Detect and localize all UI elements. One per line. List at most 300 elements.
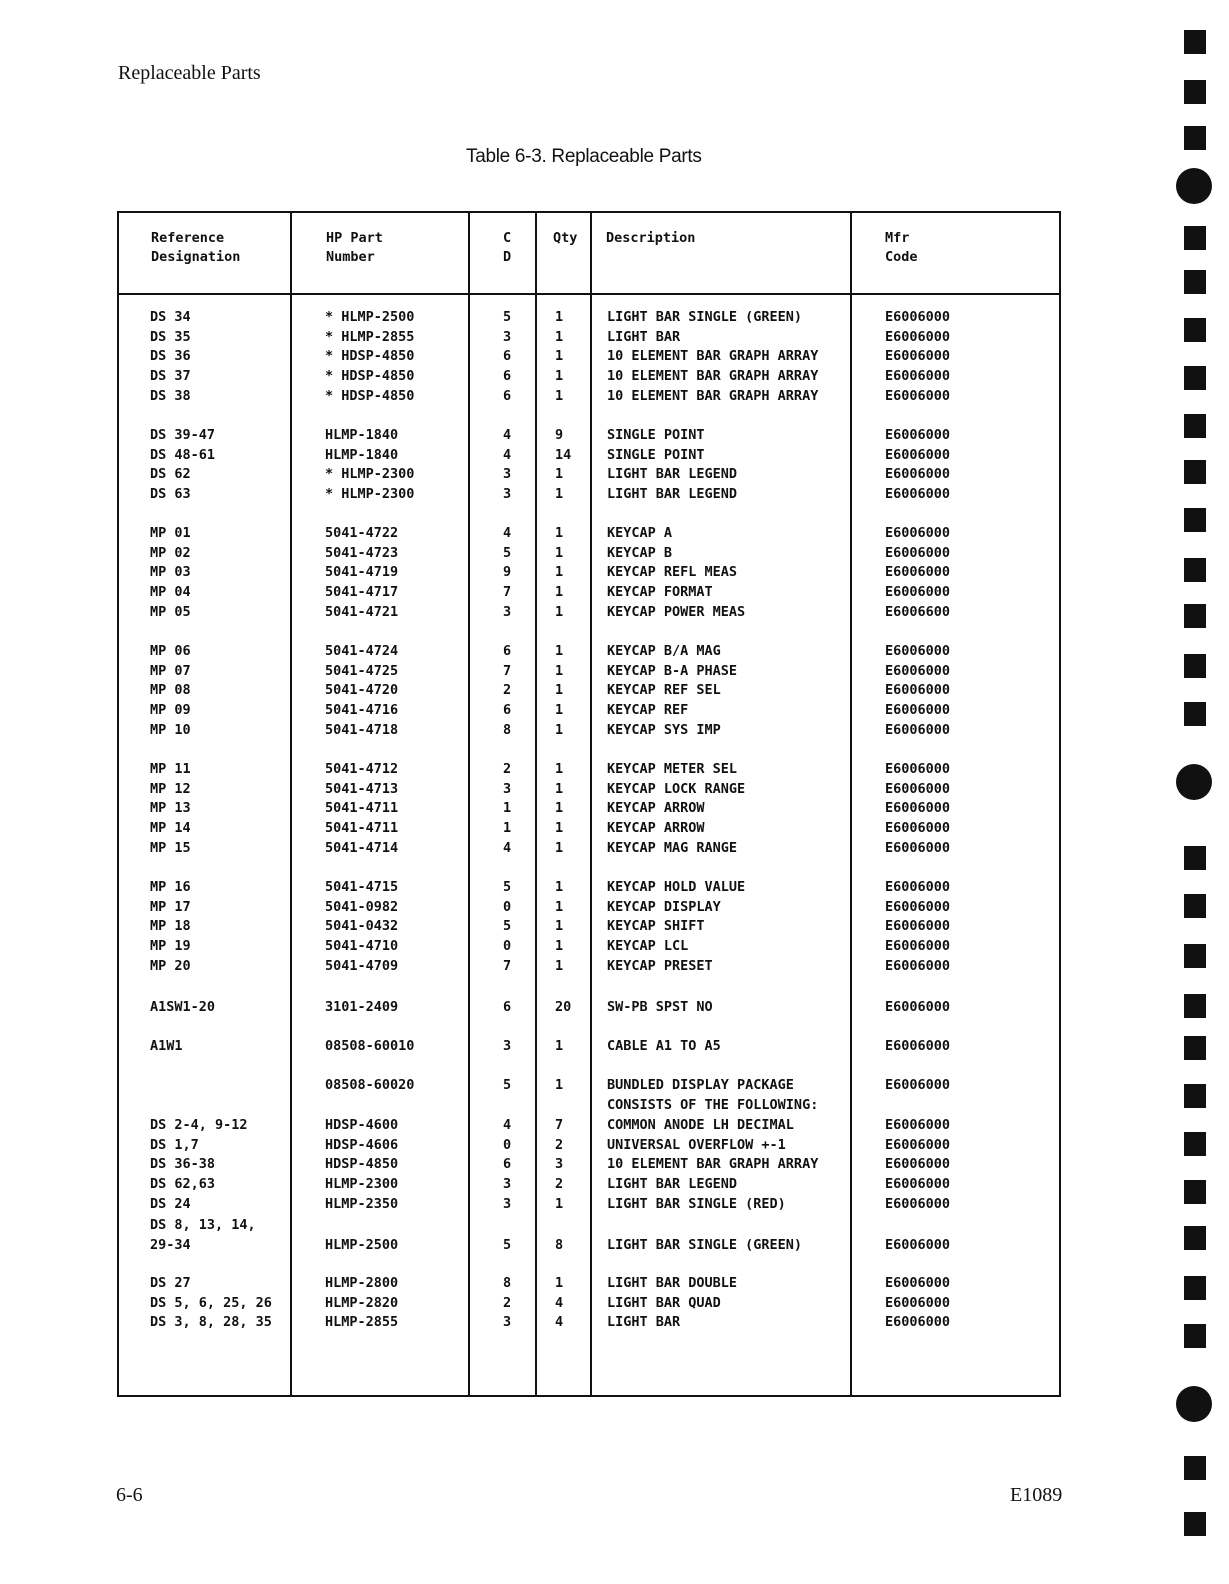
cell-mfr: E6006000 xyxy=(885,682,951,699)
cell-cd: 0 xyxy=(503,938,512,955)
table-row xyxy=(119,760,1059,780)
binder-mark xyxy=(1184,126,1206,150)
cell-desc: SINGLE POINT xyxy=(607,427,705,443)
cell-desc: COMMON ANODE LH DECIMAL xyxy=(607,1117,794,1133)
cell-part: 5041-4722 xyxy=(325,525,399,541)
table-caption: Table 6-3. Replaceable Parts xyxy=(466,146,702,167)
table-row xyxy=(119,642,1059,662)
table-row xyxy=(119,367,1059,387)
cell-part: 5041-4712 xyxy=(325,761,399,777)
cell-part: HLMP-1840 xyxy=(325,427,399,443)
cell-part: HDSP-4850 xyxy=(325,1156,399,1173)
cell-ref: MP 07 xyxy=(150,662,191,679)
cell-desc: CABLE A1 TO A5 xyxy=(607,1038,721,1054)
table-row xyxy=(119,1313,1059,1333)
cell-qty: 7 xyxy=(555,1117,564,1133)
table-row xyxy=(119,1294,1059,1314)
column-header-description: Description xyxy=(606,230,696,246)
cell-part: 08508-60010 xyxy=(325,1038,415,1054)
cell-mfr: E6006000 xyxy=(885,780,951,797)
cell-desc: KEYCAP SHIFT xyxy=(607,918,705,935)
binder-mark xyxy=(1184,1036,1206,1060)
binder-mark xyxy=(1184,1132,1206,1156)
cell-mfr: E6006000 xyxy=(885,1314,951,1331)
cell-desc: KEYCAP FORMAT xyxy=(607,584,713,601)
cell-ref: DS 5, 6, 25, 26 xyxy=(150,1294,272,1311)
binder-mark xyxy=(1184,1226,1206,1250)
cell-desc: KEYCAP METER SEL xyxy=(607,761,738,777)
cell-ref: MP 11 xyxy=(150,761,191,777)
cell-qty: 14 xyxy=(555,446,572,463)
cell-mfr: E6006000 xyxy=(885,1294,951,1311)
cell-desc: KEYCAP B/A MAG xyxy=(607,643,721,659)
cell-qty: 4 xyxy=(555,1294,564,1311)
binder-mark xyxy=(1184,226,1206,250)
cell-qty: 1 xyxy=(555,466,564,483)
cell-cd: 9 xyxy=(503,564,512,581)
cell-cd: 5 xyxy=(503,309,512,325)
cell-qty: 1 xyxy=(555,938,564,955)
cell-desc: KEYCAP SYS IMP xyxy=(607,721,721,738)
binder-mark xyxy=(1184,1512,1206,1536)
cell-ref: MP 20 xyxy=(150,957,191,974)
cell-part: 5041-4711 xyxy=(325,820,399,837)
cell-mfr: E6006000 xyxy=(885,761,951,777)
table-row xyxy=(119,485,1059,505)
table-row xyxy=(119,465,1059,485)
cell-part: 5041-4724 xyxy=(325,643,399,659)
cell-ref: DS 36 xyxy=(150,348,191,365)
cell-mfr: E6006000 xyxy=(885,721,951,738)
cell-desc: KEYCAP REF SEL xyxy=(607,682,721,699)
cell-qty: 20 xyxy=(555,999,572,1015)
cell-cd: 5 xyxy=(503,918,512,935)
cell-part: HLMP-2820 xyxy=(325,1294,399,1311)
cell-cd: 4 xyxy=(503,446,512,463)
cell-desc: KEYCAP MAG RANGE xyxy=(607,839,738,856)
cell-qty: 1 xyxy=(555,721,564,738)
cell-part: HLMP-2350 xyxy=(325,1195,399,1212)
cell-mfr: E6006000 xyxy=(885,662,951,679)
cell-part: 5041-0432 xyxy=(325,918,399,935)
cell-ref: DS 1,7 xyxy=(150,1136,199,1153)
cell-qty: 1 xyxy=(555,544,564,561)
cell-cd: 6 xyxy=(503,368,512,385)
table-row xyxy=(119,426,1059,446)
cell-part: HLMP-2855 xyxy=(325,1314,399,1331)
cell-ref: MP 12 xyxy=(150,780,191,797)
table-row xyxy=(119,662,1059,682)
cell-qty: 1 xyxy=(555,368,564,385)
cell-mfr: E6006000 xyxy=(885,309,951,325)
cell-qty: 1 xyxy=(555,1195,564,1212)
table-row xyxy=(119,563,1059,583)
cell-mfr: E6006000 xyxy=(885,1038,951,1054)
cell-mfr: E6006000 xyxy=(885,918,951,935)
table-row xyxy=(119,839,1059,859)
cell-mfr: E6006000 xyxy=(885,387,951,404)
cell-qty: 1 xyxy=(555,309,564,325)
cell-cd: 0 xyxy=(503,898,512,915)
cell-qty: 1 xyxy=(555,525,564,541)
cell-desc: KEYCAP ARROW xyxy=(607,820,705,837)
column-header-cd: C D xyxy=(503,230,512,265)
table-row xyxy=(119,917,1059,937)
column-header-mfr-code: Mfr Code xyxy=(885,230,918,265)
cell-part: HLMP-2500 xyxy=(325,1236,399,1253)
cell-desc: KEYCAP A xyxy=(607,525,673,541)
table-row xyxy=(119,1274,1059,1294)
cell-desc: LIGHT BAR LEGEND xyxy=(607,466,738,483)
cell-part: 3101-2409 xyxy=(325,999,399,1015)
binder-mark xyxy=(1184,604,1206,628)
cell-mfr: E6006000 xyxy=(885,368,951,385)
cell-mfr: E6006000 xyxy=(885,486,951,503)
table-row xyxy=(119,898,1059,918)
table-row xyxy=(119,878,1059,898)
cell-cd: 2 xyxy=(503,1294,512,1311)
cell-part: HDSP-4606 xyxy=(325,1136,399,1153)
cell-ref: DS 48-61 xyxy=(150,446,216,463)
cell-desc: BUNDLED DISPLAY PACKAGE xyxy=(607,1077,794,1093)
cell-ref: DS 3, 8, 28, 35 xyxy=(150,1314,272,1331)
table-row xyxy=(119,799,1059,819)
cell-qty: 1 xyxy=(555,1275,564,1291)
table-row xyxy=(119,780,1059,800)
column-header-qty: Qty xyxy=(553,230,578,246)
cell-mfr: E6006000 xyxy=(885,427,951,443)
cell-ref: DS 63 xyxy=(150,486,191,503)
cell-desc: KEYCAP DISPLAY xyxy=(607,898,721,915)
binder-mark xyxy=(1184,846,1206,870)
cell-desc: UNIVERSAL OVERFLOW +-1 xyxy=(607,1136,786,1153)
document-id: E1089 xyxy=(1010,1484,1063,1506)
table-row xyxy=(119,347,1059,367)
table-row xyxy=(119,1175,1059,1195)
cell-qty: 1 xyxy=(555,643,564,659)
cell-qty: 1 xyxy=(555,1077,564,1093)
binder-mark xyxy=(1184,366,1206,390)
binder-mark xyxy=(1184,270,1206,294)
cell-ref: A1SW1-20 xyxy=(150,999,216,1015)
cell-desc: KEYCAP ARROW xyxy=(607,800,705,817)
cell-ref: MP 10 xyxy=(150,721,191,738)
cell-part: 5041-4716 xyxy=(325,702,399,719)
cell-cd: 6 xyxy=(503,387,512,404)
cell-qty: 1 xyxy=(555,702,564,719)
cell-cd: 3 xyxy=(503,780,512,797)
cell-mfr: E6006000 xyxy=(885,938,951,955)
cell-desc: CONSISTS OF THE FOLLOWING: xyxy=(607,1097,819,1113)
cell-qty: 1 xyxy=(555,800,564,817)
cell-mfr: E6006000 xyxy=(885,1156,951,1173)
cell-ref: DS 35 xyxy=(150,328,191,345)
cell-cd: 2 xyxy=(503,761,512,777)
cell-desc: KEYCAP REFL MEAS xyxy=(607,564,738,581)
cell-cd: 4 xyxy=(503,525,512,541)
cell-cd: 4 xyxy=(503,427,512,443)
cell-desc: LIGHT BAR SINGLE (GREEN) xyxy=(607,309,803,325)
cell-part: * HDSP-4850 xyxy=(325,387,415,404)
cell-ref: MP 08 xyxy=(150,682,191,699)
cell-part: HLMP-2300 xyxy=(325,1176,399,1193)
cell-mfr: E6006000 xyxy=(885,348,951,365)
cell-part: HDSP-4600 xyxy=(325,1117,399,1133)
binder-mark xyxy=(1184,460,1206,484)
binder-mark xyxy=(1184,1084,1206,1108)
cell-part: 5041-4709 xyxy=(325,957,399,974)
cell-cd: 7 xyxy=(503,662,512,679)
cell-part: * HDSP-4850 xyxy=(325,368,415,385)
table-row xyxy=(119,957,1059,977)
cell-mfr: E6006000 xyxy=(885,328,951,345)
cell-cd: 3 xyxy=(503,1195,512,1212)
cell-qty: 1 xyxy=(555,348,564,365)
cell-cd: 3 xyxy=(503,466,512,483)
cell-ref: MP 14 xyxy=(150,820,191,837)
binder-hole xyxy=(1176,168,1212,204)
cell-desc: LIGHT BAR SINGLE (GREEN) xyxy=(607,1236,803,1253)
binder-hole xyxy=(1176,764,1212,800)
cell-mfr: E6006000 xyxy=(885,1136,951,1153)
cell-mfr: E6006000 xyxy=(885,525,951,541)
cell-qty: 1 xyxy=(555,898,564,915)
table-row xyxy=(119,819,1059,839)
cell-mfr: E6006000 xyxy=(885,544,951,561)
cell-desc: LIGHT BAR LEGEND xyxy=(607,1176,738,1193)
cell-part: 5041-4714 xyxy=(325,839,399,856)
cell-desc: LIGHT BAR LEGEND xyxy=(607,486,738,503)
cell-mfr: E6006000 xyxy=(885,584,951,601)
table-row xyxy=(119,1236,1059,1256)
table-row xyxy=(119,1216,1059,1236)
cell-cd: 5 xyxy=(503,1077,512,1093)
cell-part: 5041-4721 xyxy=(325,603,399,620)
cell-ref: MP 19 xyxy=(150,938,191,955)
binder-mark xyxy=(1184,414,1206,438)
cell-mfr: E6006000 xyxy=(885,1117,951,1133)
cell-ref: DS 34 xyxy=(150,309,191,325)
cell-mfr: E6006600 xyxy=(885,603,951,620)
cell-qty: 1 xyxy=(555,603,564,620)
binder-mark xyxy=(1184,508,1206,532)
table-row xyxy=(119,446,1059,466)
table-row xyxy=(119,524,1059,544)
cell-part: * HLMP-2855 xyxy=(325,328,415,345)
cell-qty: 1 xyxy=(555,564,564,581)
cell-qty: 1 xyxy=(555,780,564,797)
cell-ref: DS 27 xyxy=(150,1275,191,1291)
cell-mfr: E6006000 xyxy=(885,999,951,1015)
binder-mark xyxy=(1184,1276,1206,1300)
parts-table xyxy=(117,211,1061,1397)
cell-part: 5041-4720 xyxy=(325,682,399,699)
cell-qty: 4 xyxy=(555,1314,564,1331)
cell-qty: 1 xyxy=(555,328,564,345)
cell-ref: DS 2-4, 9-12 xyxy=(150,1117,248,1133)
cell-ref: A1W1 xyxy=(150,1038,183,1054)
cell-cd: 6 xyxy=(503,643,512,659)
cell-part: * HLMP-2500 xyxy=(325,309,415,325)
cell-mfr: E6006000 xyxy=(885,1176,951,1193)
cell-desc: KEYCAP B-A PHASE xyxy=(607,662,738,679)
binder-mark xyxy=(1184,1180,1206,1204)
cell-ref: MP 04 xyxy=(150,584,191,601)
cell-part: 5041-4725 xyxy=(325,662,399,679)
cell-ref: MP 17 xyxy=(150,898,191,915)
cell-cd: 3 xyxy=(503,1314,512,1331)
cell-part: 08508-60020 xyxy=(325,1077,415,1093)
header-divider xyxy=(119,293,1059,295)
table-row xyxy=(119,328,1059,348)
binder-mark xyxy=(1184,558,1206,582)
table-row xyxy=(119,603,1059,623)
cell-cd: 7 xyxy=(503,584,512,601)
cell-cd: 4 xyxy=(503,839,512,856)
table-row xyxy=(119,1195,1059,1215)
cell-qty: 3 xyxy=(555,1156,564,1173)
cell-part: 5041-4718 xyxy=(325,721,399,738)
cell-ref: DS 37 xyxy=(150,368,191,385)
cell-desc: LIGHT BAR xyxy=(607,328,681,345)
cell-part: * HDSP-4850 xyxy=(325,348,415,365)
column-header-part-number: HP Part Number xyxy=(326,230,383,265)
cell-cd: 6 xyxy=(503,1156,512,1173)
binder-mark xyxy=(1184,80,1206,104)
cell-ref: MP 06 xyxy=(150,643,191,659)
cell-mfr: E6006000 xyxy=(885,564,951,581)
cell-cd: 6 xyxy=(503,348,512,365)
binding-marks xyxy=(1176,0,1226,1584)
cell-desc: LIGHT BAR SINGLE (RED) xyxy=(607,1195,786,1212)
cell-mfr: E6006000 xyxy=(885,898,951,915)
cell-ref: DS 24 xyxy=(150,1195,191,1212)
cell-ref: MP 13 xyxy=(150,800,191,817)
cell-desc: KEYCAP REF xyxy=(607,702,689,719)
cell-cd: 6 xyxy=(503,999,512,1015)
cell-qty: 1 xyxy=(555,918,564,935)
binder-mark xyxy=(1184,994,1206,1018)
cell-ref: MP 05 xyxy=(150,603,191,620)
cell-part: HLMP-2800 xyxy=(325,1275,399,1291)
table-row xyxy=(119,1096,1059,1116)
cell-mfr: E6006000 xyxy=(885,800,951,817)
table-row xyxy=(119,721,1059,741)
cell-cd: 4 xyxy=(503,1117,512,1133)
binder-mark xyxy=(1184,1324,1206,1348)
cell-cd: 5 xyxy=(503,544,512,561)
table-row xyxy=(119,1155,1059,1175)
cell-ref: MP 01 xyxy=(150,525,191,541)
cell-part: 5041-4717 xyxy=(325,584,399,601)
table-row xyxy=(119,544,1059,564)
cell-mfr: E6006000 xyxy=(885,1236,951,1253)
cell-desc: 10 ELEMENT BAR GRAPH ARRAY xyxy=(607,348,819,365)
header-title: Replaceable Parts xyxy=(118,62,261,84)
cell-part: 5041-4719 xyxy=(325,564,399,581)
cell-cd: 3 xyxy=(503,1038,512,1054)
cell-cd: 0 xyxy=(503,1136,512,1153)
binder-mark xyxy=(1184,318,1206,342)
binder-mark xyxy=(1184,944,1206,968)
cell-desc: 10 ELEMENT BAR GRAPH ARRAY xyxy=(607,368,819,385)
cell-desc: KEYCAP PRESET xyxy=(607,957,713,974)
cell-desc: 10 ELEMENT BAR GRAPH ARRAY xyxy=(607,1156,819,1173)
cell-mfr: E6006000 xyxy=(885,702,951,719)
cell-cd: 3 xyxy=(503,603,512,620)
cell-desc: SW-PB SPST NO xyxy=(607,999,713,1015)
cell-cd: 3 xyxy=(503,1176,512,1193)
table-row xyxy=(119,1076,1059,1096)
binder-mark xyxy=(1184,654,1206,678)
binder-mark xyxy=(1184,894,1206,918)
cell-desc: KEYCAP B xyxy=(607,544,673,561)
cell-part: * HLMP-2300 xyxy=(325,466,415,483)
cell-ref: DS 39-47 xyxy=(150,427,216,443)
cell-mfr: E6006000 xyxy=(885,957,951,974)
cell-ref: MP 03 xyxy=(150,564,191,581)
cell-ref: MP 18 xyxy=(150,918,191,935)
cell-desc: KEYCAP LCL xyxy=(607,938,689,955)
cell-cd: 7 xyxy=(503,957,512,974)
cell-qty: 1 xyxy=(555,584,564,601)
cell-ref: MP 16 xyxy=(150,879,191,895)
table-row xyxy=(119,681,1059,701)
cell-desc: 10 ELEMENT BAR GRAPH ARRAY xyxy=(607,387,819,404)
cell-qty: 1 xyxy=(555,820,564,837)
cell-cd: 1 xyxy=(503,820,512,837)
cell-ref: MP 09 xyxy=(150,702,191,719)
cell-mfr: E6006000 xyxy=(885,643,951,659)
cell-cd: 8 xyxy=(503,721,512,738)
cell-qty: 2 xyxy=(555,1136,564,1153)
cell-mfr: E6006000 xyxy=(885,466,951,483)
cell-qty: 1 xyxy=(555,1038,564,1054)
cell-part: 5041-4715 xyxy=(325,879,399,895)
cell-ref: DS 38 xyxy=(150,387,191,404)
table-row xyxy=(119,998,1059,1018)
cell-mfr: E6006000 xyxy=(885,1275,951,1291)
cell-part: 5041-0982 xyxy=(325,898,399,915)
cell-part: HLMP-1840 xyxy=(325,446,399,463)
cell-part: 5041-4713 xyxy=(325,780,399,797)
cell-cd: 3 xyxy=(503,328,512,345)
cell-qty: 1 xyxy=(555,761,564,777)
cell-cd: 5 xyxy=(503,879,512,895)
binder-mark xyxy=(1184,1456,1206,1480)
cell-part: 5041-4710 xyxy=(325,938,399,955)
cell-desc: KEYCAP POWER MEAS xyxy=(607,603,746,620)
cell-qty: 2 xyxy=(555,1176,564,1193)
binder-hole xyxy=(1176,1386,1212,1422)
cell-cd: 5 xyxy=(503,1236,512,1253)
cell-desc: KEYCAP LOCK RANGE xyxy=(607,780,746,797)
cell-ref: DS 8, 13, 14, xyxy=(150,1217,256,1233)
cell-desc: SINGLE POINT xyxy=(607,446,705,463)
cell-qty: 1 xyxy=(555,387,564,404)
cell-ref: 29-34 xyxy=(150,1236,191,1253)
page-number: 6-6 xyxy=(116,1484,143,1506)
cell-qty: 9 xyxy=(555,427,564,443)
cell-ref: MP 02 xyxy=(150,544,191,561)
table-row xyxy=(119,937,1059,957)
column-header-reference: Reference Designation xyxy=(151,230,241,265)
cell-qty: 1 xyxy=(555,957,564,974)
cell-mfr: E6006000 xyxy=(885,879,951,895)
cell-ref: DS 36-38 xyxy=(150,1156,216,1173)
cell-qty: 1 xyxy=(555,682,564,699)
cell-qty: 1 xyxy=(555,879,564,895)
